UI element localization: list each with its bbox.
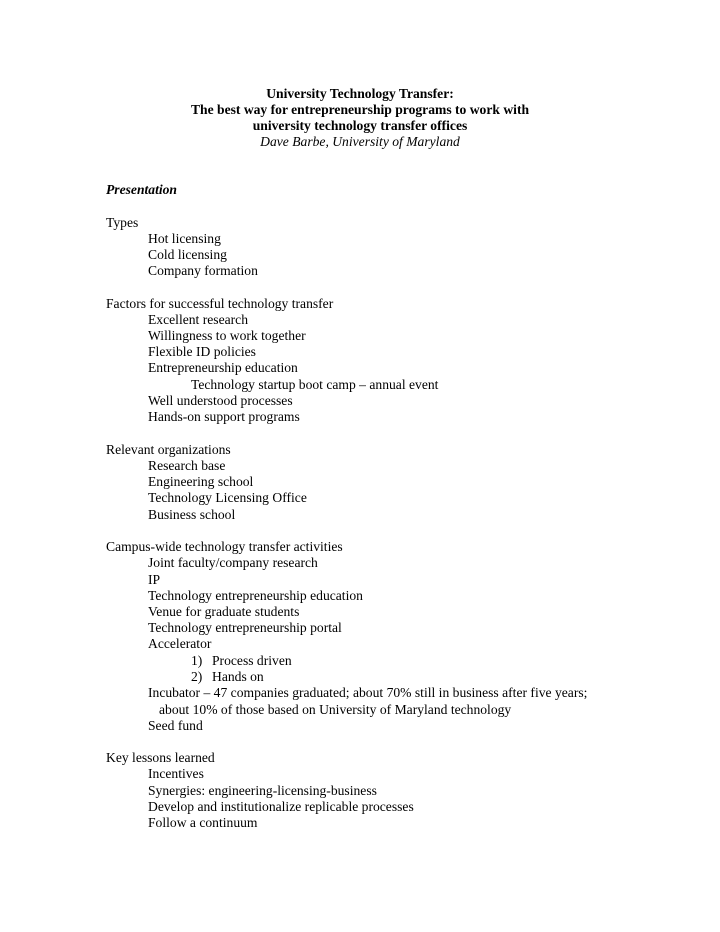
numbered-item: Process driven [212,653,292,668]
list-item: Well understood processes [148,393,293,408]
list-item: Technology Licensing Office [148,490,307,505]
title-line-2: The best way for entrepreneurship programs to work with [190,102,530,117]
numbered-item: Hands on [212,669,264,684]
list-item: Flexible ID policies [148,344,256,359]
list-item: Seed fund [148,718,203,733]
sub-list-item: Technology startup boot camp – annual event [191,377,439,392]
list-item: Cold licensing [148,247,227,262]
list-item: Develop and institutionalize replicable processes [148,799,414,814]
presentation-heading: Presentation [106,182,177,197]
author-line: Dave Barbe, University of Maryland [260,134,460,149]
list-item: Business school [148,507,236,522]
section-title-factors: Factors for successful technology transfer [106,296,334,311]
list-item: Research base [148,458,226,473]
list-item: Joint faculty/company research [148,555,318,570]
list-item: Technology entrepreneurship portal [148,620,342,635]
list-item: Entrepreneurship education [148,360,298,375]
numbered-marker: 2) [191,669,203,684]
list-item: Accelerator [148,636,212,651]
title-line-1: University Technology Transfer: [266,86,454,101]
incubator-line-1: Incubator – 47 companies graduated; about 70% still in business after five years; [148,685,588,700]
list-item: Excellent research [148,312,249,327]
list-item: Technology entrepreneurship education [148,588,363,603]
list-item: Incentives [148,766,204,781]
list-item: Hot licensing [148,231,221,246]
list-item: Follow a continuum [148,815,258,830]
list-item: Company formation [148,263,258,278]
section-title-campus: Campus-wide technology transfer activities [106,539,343,554]
section-title-types: Types [106,215,139,230]
list-item: Engineering school [148,474,254,489]
title-line-3: university technology transfer offices [252,118,468,133]
section-title-organizations: Relevant organizations [106,442,231,457]
incubator-line-2: about 10% of those based on University of Maryland technology [159,702,512,717]
list-item: Venue for graduate students [148,604,300,619]
list-item: IP [148,572,161,587]
list-item: Hands-on support programs [148,409,300,424]
list-item: Synergies: engineering-licensing-business [148,783,377,798]
list-item: Willingness to work together [148,328,306,343]
numbered-marker: 1) [191,653,203,668]
section-title-lessons: Key lessons learned [106,750,215,765]
